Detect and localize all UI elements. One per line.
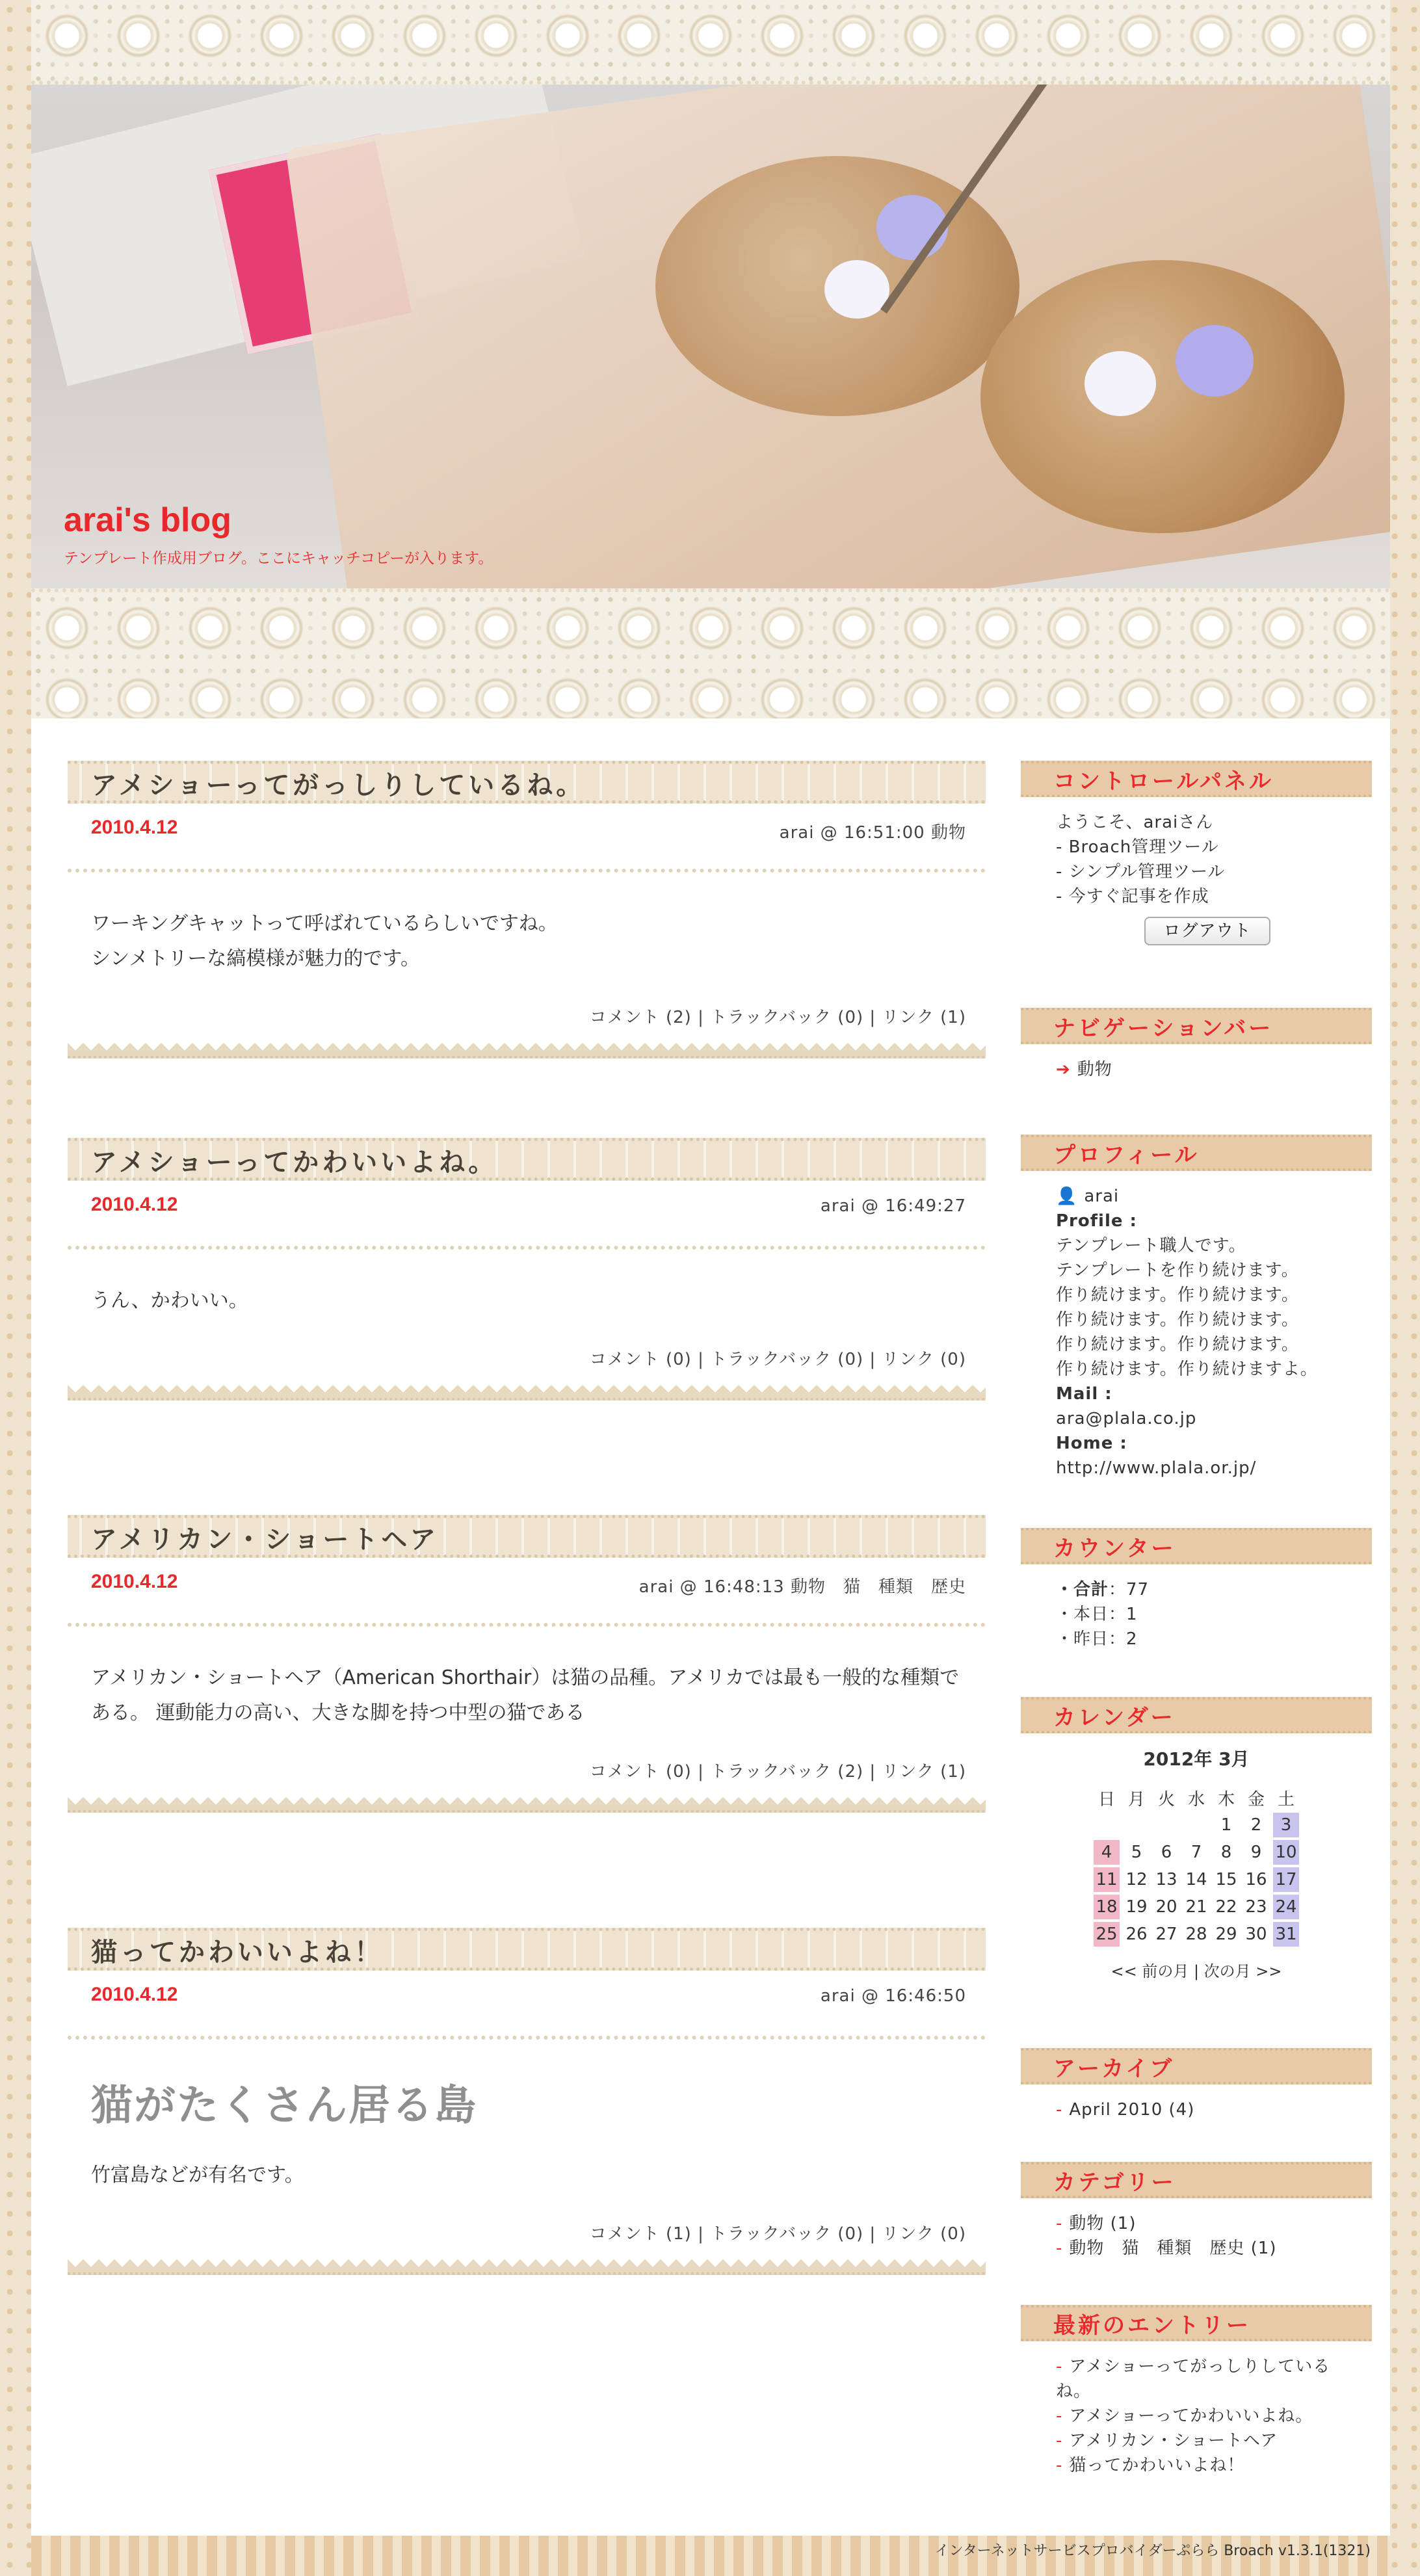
control-link[interactable]: - Broach管理ツール [1056,837,1219,857]
entry-date: 2010.4.12 [91,1984,178,2005]
calendar-day: 31 [1273,1922,1299,1947]
entry [68,1138,986,1515]
calendar-day: 12 [1125,1870,1148,1889]
widget-profile [1021,1135,1372,1528]
calendar-week [1094,1867,1299,1892]
recent-item-label[interactable]: アメショーってがっしりしているね。 [1056,2357,1331,2401]
counter-yesterday: ・昨日：2 [1056,1629,1138,1649]
counter-total: ・合計：77 [1056,1580,1150,1599]
recent-item-label[interactable]: アメリカン・ショートヘア [1069,2431,1278,2451]
calendar-day [1153,1813,1179,1837]
calendar-day: 20 [1155,1897,1177,1917]
calendar-table [1090,1783,1303,1949]
category-item-label[interactable]: 動物 (1) [1069,2214,1137,2233]
nav-item-label[interactable]: 動物 [1077,1060,1112,1079]
calendar-day: 28 [1185,1925,1207,1944]
user-icon: 👤 [1056,1187,1078,1206]
profile-line: 作り続けます。作り続けます。 [1056,1310,1299,1330]
widget-body [1021,1171,1372,1480]
entry-body [68,878,986,977]
blog-catchcopy: テンプレート作成用ブログ。ここにキャッチコピーが入ります。 [64,550,493,567]
entry-title[interactable]: アメリカン・ショートヘア [68,1515,986,1558]
dash-icon: - [1056,2456,1063,2475]
entry-body [68,1255,986,1319]
entry-info[interactable]: arai @ 16:49:27 [820,1196,966,1216]
header-photo-flower-3 [1176,325,1254,397]
calendar-day: 3 [1273,1813,1299,1837]
entry-info[interactable]: arai @ 16:51:00 動物 [779,823,966,843]
dotted-divider [68,1246,986,1255]
weekday: 日 [1098,1789,1115,1809]
widget-body [1021,2084,1372,2122]
profile-line: テンプレート職人です。 [1056,1236,1246,1255]
calendar-day: 14 [1185,1870,1207,1889]
main-content [68,761,986,2292]
control-link[interactable]: - シンプル管理ツール [1056,862,1226,882]
recent-item-label[interactable]: アメショーってかわいいよね。 [1069,2406,1313,2426]
widget-navigation [1021,1008,1372,1135]
calendar-day: 19 [1125,1897,1148,1917]
calendar-day: 25 [1094,1922,1120,1947]
profile-name-row [1056,1184,1359,1209]
calendar-nav-separator: | [1189,1962,1204,1980]
zigzag-divider [68,1043,986,1058]
entry-footer-links[interactable]: コメント (0) | トラックバック (2) | リンク (1) [589,1762,966,1781]
home-label: Home : [1056,1434,1127,1453]
dash-icon: - [1056,2431,1063,2451]
weekday: 土 [1277,1789,1295,1809]
profile-line: 作り続けます。作り続けます。 [1056,1285,1299,1305]
calendar-week [1094,1813,1299,1837]
zigzag-divider [68,2259,986,2275]
category-item[interactable] [1056,2236,1359,2261]
calendar-day: 15 [1215,1870,1237,1889]
dotted-divider [68,1623,986,1632]
calendar-day: 21 [1185,1897,1207,1917]
profile-mail[interactable]: ara@plala.co.jp [1056,1409,1197,1428]
profile-home[interactable]: http://www.plala.or.jp/ [1056,1458,1257,1478]
calendar-day: 17 [1273,1867,1299,1892]
entry-info[interactable]: arai @ 16:48:13 動物 猫 種類 歴史 [638,1577,966,1597]
entry-meta [68,1181,986,1246]
entry-body-line: ワーキングキャットって呼ばれているらしいですね。 [91,912,558,935]
entry-footer-links[interactable]: コメント (0) | トラックバック (0) | リンク (0) [589,1350,966,1369]
calendar-week [1094,1895,1299,1919]
footer [31,2536,1390,2576]
archive-item[interactable] [1056,2097,1359,2122]
blog-title-link[interactable]: arai's blog [64,501,231,539]
entry-info[interactable]: arai @ 16:46:50 [820,1986,966,2006]
calendar-day: 4 [1094,1840,1120,1865]
calendar-day: 6 [1161,1843,1172,1862]
calendar-day: 22 [1215,1897,1237,1917]
calendar-day: 29 [1215,1925,1237,1944]
recent-item-label[interactable]: 猫ってかわいいよね！ [1069,2456,1245,2475]
logout-button[interactable]: ログアウト [1144,917,1270,945]
widget-title: カテゴリー [1021,2162,1372,2198]
calendar-month: 2012年 3月 [1143,1748,1250,1770]
widget-title: プロフィール [1021,1135,1372,1171]
header-banner [31,0,1390,718]
calendar-day [1094,1813,1120,1837]
profile-line: 作り続けます。作り続けます。 [1056,1335,1299,1354]
widget-body [1021,2198,1372,2261]
calendar-day: 9 [1250,1843,1262,1862]
footer-text[interactable]: インターネットサービスプロバイダーぷらら Broach v1.3.1(1321) [934,2543,1371,2559]
calendar-day: 2 [1250,1815,1262,1835]
zigzag-divider [68,1797,986,1813]
entry-body-line: シンメトリーな縞模様が魅力的です。 [91,947,420,970]
entry-heading: 猫がたくさん居る島 [91,2082,477,2130]
zigzag-divider [68,1385,986,1400]
entry [68,1515,986,1928]
lace-border-bottom [31,588,1390,718]
lace-border-top [31,0,1390,85]
sidebar [1021,761,1372,2478]
widget-archive [1021,2048,1372,2162]
calendar-day: 1 [1220,1815,1232,1835]
dotted-divider [68,869,986,878]
entry-title[interactable]: アメショーってがっしりしているね。 [68,761,986,804]
dash-icon: - [1056,2406,1063,2426]
weekday: 水 [1187,1789,1205,1809]
calendar-day [1124,1813,1150,1837]
calendar-day: 30 [1245,1925,1267,1944]
header-photo-macaron-2 [980,260,1345,533]
nav-item[interactable] [1056,1057,1359,1082]
dash-icon: - [1056,2100,1063,2120]
widget-body [1021,797,1372,945]
calendar-day: 16 [1245,1870,1267,1889]
entry-title[interactable]: アメショーってかわいいよね。 [68,1138,986,1181]
header-photo-flower-2 [824,260,889,319]
entry-meta [68,804,986,869]
widget-calendar [1021,1697,1372,2048]
widget-title: コントロールパネル [1021,761,1372,797]
dash-icon: - [1056,2357,1063,2376]
profile-line: 作り続けます。作り続けますよ。 [1056,1360,1318,1379]
entry-footer-links[interactable]: コメント (2) | トラックバック (0) | リンク (1) [589,1008,966,1027]
entry-body-line: 竹富島などが有名です。 [91,2164,304,2187]
widget-title: ナビゲーションバー [1021,1008,1372,1044]
calendar-day: 10 [1273,1840,1299,1865]
widget-title: 最新のエントリー [1021,2305,1372,2341]
weekday: 月 [1127,1789,1145,1809]
entry-date: 2010.4.12 [91,817,178,838]
entry-date: 2010.4.12 [91,1571,178,1592]
calendar-day: 24 [1273,1895,1299,1919]
entry-title[interactable]: 猫ってかわいいよね！ [68,1928,986,1971]
entry-body [68,1632,986,1731]
widget-title: カレンダー [1021,1697,1372,1733]
profile-name: arai [1084,1187,1120,1206]
dotted-divider [68,2036,986,2045]
header-photo-flower-4 [1085,351,1156,416]
calendar-day: 18 [1094,1895,1120,1919]
control-link[interactable]: - 今すぐ記事を作成 [1056,887,1209,906]
widget-counter [1021,1528,1372,1697]
entry-date: 2010.4.12 [91,1194,178,1215]
welcome-text: ようこそ、araiさん [1056,813,1214,832]
entry [68,761,986,1138]
calendar-weekdays [1094,1785,1299,1810]
widget-title: アーカイブ [1021,2048,1372,2084]
mail-label: Mail : [1056,1384,1112,1404]
entry-body [68,2045,986,2193]
entry-body-line: うん、かわいい。 [91,1289,248,1312]
recent-item[interactable] [1056,2404,1359,2428]
widget-recent-entries [1021,2305,1372,2478]
calendar-next-link[interactable]: 次の月 >> [1203,1962,1282,1980]
entry-meta [68,1971,986,2036]
calendar-day: 23 [1245,1897,1267,1917]
dash-icon: - [1056,2214,1063,2233]
entry-footer-links[interactable]: コメント (1) | トラックバック (0) | リンク (0) [589,2224,966,2244]
weekday: 木 [1217,1789,1235,1809]
profile-label: Profile : [1056,1211,1137,1231]
arrow-right-icon: ➔ [1056,1060,1071,1079]
dash-icon: - [1056,2239,1063,2258]
calendar-day: 13 [1155,1870,1177,1889]
calendar-day: 5 [1131,1843,1142,1862]
calendar-prev-link[interactable]: << 前の月 [1111,1962,1189,1980]
calendar-week [1094,1840,1299,1865]
widget-body [1021,2341,1372,2478]
calendar-week [1094,1922,1299,1947]
entry-meta [68,1558,986,1623]
recent-item[interactable] [1056,2354,1359,2404]
category-item-label[interactable]: 動物 猫 種類 歴史 (1) [1069,2239,1277,2258]
calendar-day: 8 [1220,1843,1232,1862]
widget-body [1021,1044,1372,1082]
archive-item-label[interactable]: April 2010 (4) [1069,2100,1195,2120]
weekday: 火 [1157,1789,1175,1809]
page [31,0,1390,2536]
calendar-day: 7 [1190,1843,1202,1862]
widget-body [1021,1564,1372,1651]
calendar-day [1183,1813,1209,1837]
weekday: 金 [1247,1789,1265,1809]
widget-category [1021,2162,1372,2305]
counter-today: ・本日：1 [1056,1605,1138,1624]
calendar-day: 11 [1094,1867,1120,1892]
widget-title: カウンター [1021,1528,1372,1564]
category-item[interactable] [1056,2211,1359,2236]
calendar-nav [1021,1958,1372,1981]
entry-body-line: アメリカン・ショートヘア（American Shorthair）は猫の品種。アメリカでは最も一般的な種類である。 運動能力の高い、大きな脚を持つ中型の猫である [91,1666,960,1724]
recent-item[interactable] [1056,2453,1359,2478]
recent-item[interactable] [1056,2428,1359,2453]
calendar-day: 26 [1125,1925,1148,1944]
calendar-day: 27 [1155,1925,1177,1944]
widget-control-panel [1021,761,1372,1008]
profile-line: テンプレートを作り続けます。 [1056,1261,1299,1280]
entry [68,1928,986,2292]
